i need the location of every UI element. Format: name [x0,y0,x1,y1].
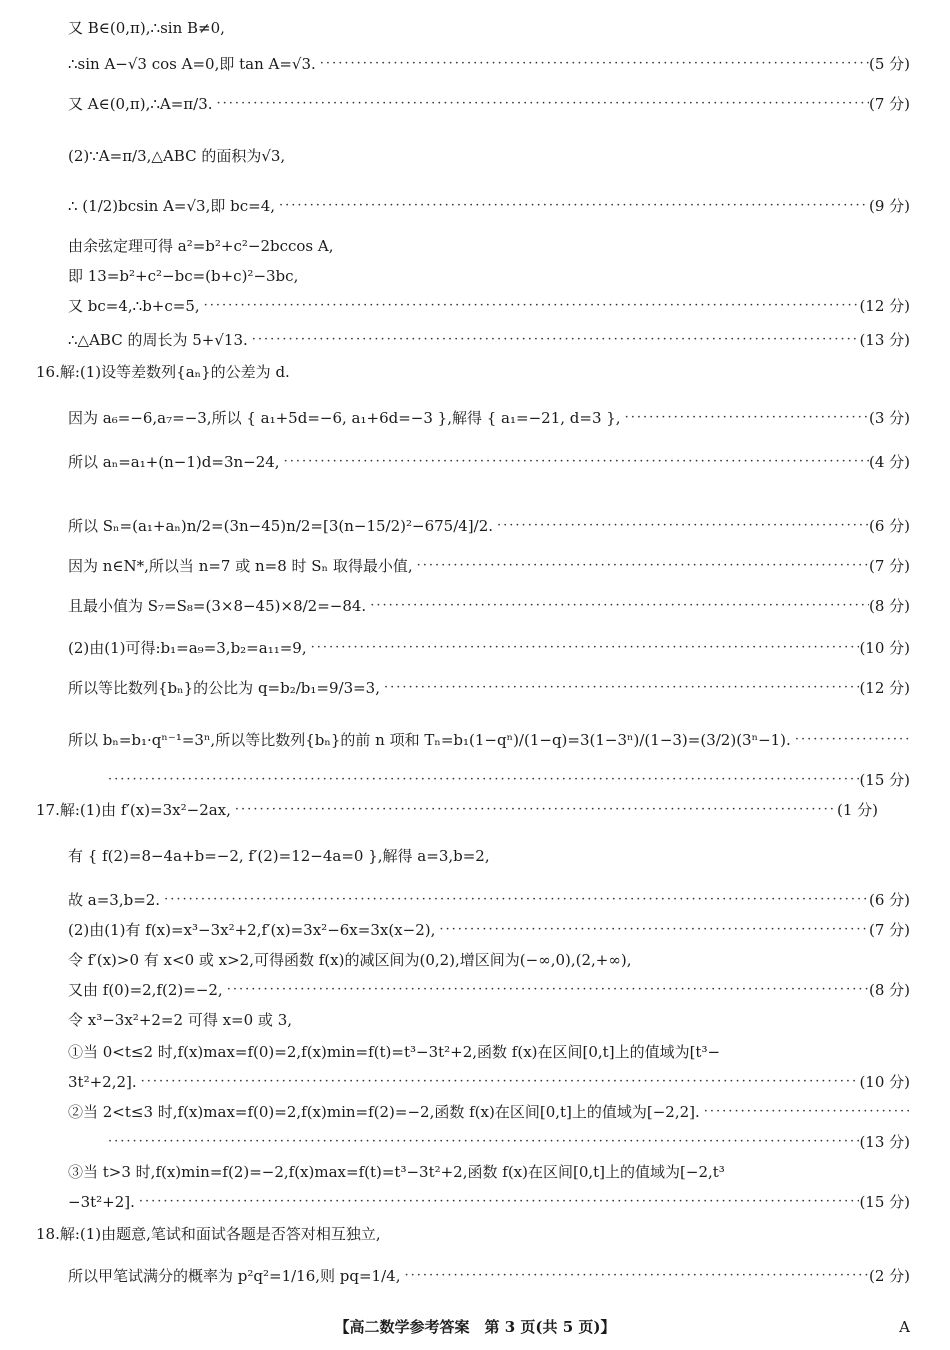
leader-dots [104,768,859,792]
answer-line [68,888,910,912]
answer-line [68,390,910,446]
score-label: (7 分) [868,921,910,939]
line-text: (2)由(1)可得:b₁=a₉=3,b₂=a₁₁=9, [68,639,307,657]
answer-line [104,1130,910,1154]
line-text: ∴ (1/2)bcsin A=√3,即 bc=4, [68,197,276,215]
answer-line [68,1100,910,1124]
score-label: (7 分) [868,95,910,113]
line-text: 所以 aₙ=a₁+(n−1)d=3n−24, [68,453,280,471]
line-text: 17.解:(1)由 f′(x)=3x²−2ax, [36,801,231,819]
line-text: 3t²+2,2]. [68,1073,137,1091]
score-label: (4 分) [868,453,910,471]
leader-dots [200,294,860,318]
leader-dots [223,978,869,1002]
line-text: ③当 t>3 时,f(x)min=f(2)=−2,f(x)max=f(t)=t³−3t²+2,函数 f(x)在区间[0,t]上的值域为[−2,t³ [68,1163,725,1181]
line-text: 由余弦定理可得 a²=b²+c²−2bccos A, [68,237,334,255]
line-text: 18.解:(1)由题意,笔试和面试各题是否答对相互独立, [36,1225,381,1243]
score-label: (10 分) [859,639,910,657]
page-footer: 【高二数学参考答案 第 3 页(共 5 页)】 [334,1318,616,1336]
answer-line [68,52,910,76]
leader-dots [160,888,869,912]
line-text: 有 { f(2)=8−4a+b=−2, f′(2)=12−4a=0 },解得 a=3,b=2, [68,847,490,865]
question-heading [36,798,878,822]
answer-line [68,234,910,258]
answer-line [68,498,910,554]
answer-line [68,978,910,1002]
score-label: (10 分) [859,1073,910,1091]
leader-dots [280,450,869,474]
line-text: 令 x³−3x²+2=2 可得 x=0 或 3, [68,1011,293,1029]
leader-dots [248,328,860,352]
line-text: 所以甲笔试满分的概率为 p²q²=1/16,则 pq=1/4, [68,1267,401,1285]
score-label: (1 分) [836,801,878,819]
score-label: (12 分) [859,679,910,697]
answer-line [68,84,910,124]
answer-line [68,136,910,176]
leader-dots [137,1070,860,1094]
line-text: 因为 a₆=−6,a₇=−3,所以 { a₁+5d=−6, a₁+6d=−3 },解得 { a₁=−21, d=3 }, [68,409,621,427]
line-text: ∴△ABC 的周长为 5+√13. [68,331,248,349]
answer-line [68,828,910,884]
score-label: (9 分) [868,197,910,215]
answer-line [104,768,910,792]
leader-dots [493,498,869,554]
line-text: 所以等比数列{bₙ}的公比为 q=b₂/b₁=9/3=3, [68,679,380,697]
answer-line [68,554,910,578]
question-heading [36,1222,878,1246]
leader-dots [231,798,837,822]
version-mark: A [899,1318,910,1336]
answer-line [68,264,910,288]
answer-line [68,1008,910,1032]
line-text: (2)由(1)有 f(x)=x³−3x²+2,f′(x)=3x²−6x=3x(x−2), [68,921,436,939]
score-label: (8 分) [868,597,910,615]
question-heading [36,360,878,384]
score-label: (8 分) [868,981,910,999]
line-text: 令 f′(x)>0 有 x<0 或 x>2,可得函数 f(x)的减区间为(0,2),增区间为(−∞,0),(2,+∞), [68,951,632,969]
score-label: (7 分) [868,557,910,575]
score-label: (13 分) [859,1133,910,1151]
leader-dots [307,636,860,660]
answer-line [68,948,910,972]
line-text: 又 B∈(0,π),∴sin B≠0, [68,19,225,37]
score-label: (2 分) [868,1267,910,1285]
answer-line [68,720,910,760]
line-text: 16.解:(1)设等差数列{aₙ}的公差为 d. [36,363,290,381]
leader-dots [413,554,869,578]
answer-line [68,450,910,474]
answer-line [68,1190,910,1214]
leader-dots [791,720,910,760]
answer-line [68,1256,910,1296]
leader-dots [400,1256,868,1296]
score-label: (6 分) [868,891,910,909]
score-label: (12 分) [859,297,910,315]
line-text: 且最小值为 S₇=S₈=(3×8−45)×8/2=−84. [68,597,367,615]
line-text: 又由 f(0)=2,f(2)=−2, [68,981,223,999]
line-text: 所以 bₙ=b₁·qⁿ⁻¹=3ⁿ,所以等比数列{bₙ}的前 n 项和 Tₙ=b₁(1−qⁿ)/(1−q)=3(1−3ⁿ)/(1−3)=(3/2)(3ⁿ−1). [68,731,791,749]
answer-line [68,1160,910,1184]
score-label: (13 分) [859,331,910,349]
answer-line [68,668,910,708]
line-text: 又 A∈(0,π),∴A=π/3. [68,95,213,113]
leader-dots [213,84,869,124]
score-label: (5 分) [868,55,910,73]
line-text: 即 13=b²+c²−bc=(b+c)²−3bc, [68,267,299,285]
line-text: 故 a=3,b=2. [68,891,161,909]
answer-line [68,1070,910,1094]
answer-line [68,186,910,226]
leader-dots [700,1100,910,1124]
answer-line [68,918,910,942]
line-text: 所以 Sₙ=(a₁+aₙ)n/2=(3n−45)n/2=[3(n−15/2)²−675/4]/2. [68,517,494,535]
line-text: (2)∵A=π/3,△ABC 的面积为√3, [68,147,286,165]
answer-line [68,636,910,660]
line-text: ①当 0<t≤2 时,f(x)max=f(0)=2,f(x)min=f(t)=t³−3t²+2,函数 f(x)在区间[0,t]上的值域为[t³− [68,1043,721,1061]
line-text: 因为 n∈N*,所以当 n=7 或 n=8 时 Sₙ 取得最小值, [68,557,413,575]
leader-dots [366,586,869,626]
answer-line [68,1040,910,1064]
leader-dots [135,1190,860,1214]
answer-line [68,294,910,318]
score-label: (6 分) [868,517,910,535]
leader-dots [104,1130,859,1154]
leader-dots [380,668,859,708]
leader-dots [435,918,869,942]
answer-line [68,16,910,40]
line-text: ②当 2<t≤3 时,f(x)max=f(0)=2,f(x)min=f(2)=−2,函数 f(x)在区间[0,t]上的值域为[−2,2]. [68,1103,700,1121]
leader-dots [621,390,869,446]
line-text: ∴sin A−√3 cos A=0,即 tan A=√3. [68,55,316,73]
score-label: (15 分) [859,771,910,789]
line-text: 又 bc=4,∴b+c=5, [68,297,200,315]
score-label: (3 分) [868,409,910,427]
leader-dots [316,52,869,76]
leader-dots [275,186,869,226]
answer-line [68,586,910,626]
score-label: (15 分) [859,1193,910,1211]
line-text: −3t²+2]. [68,1193,135,1211]
answer-line [68,328,910,352]
